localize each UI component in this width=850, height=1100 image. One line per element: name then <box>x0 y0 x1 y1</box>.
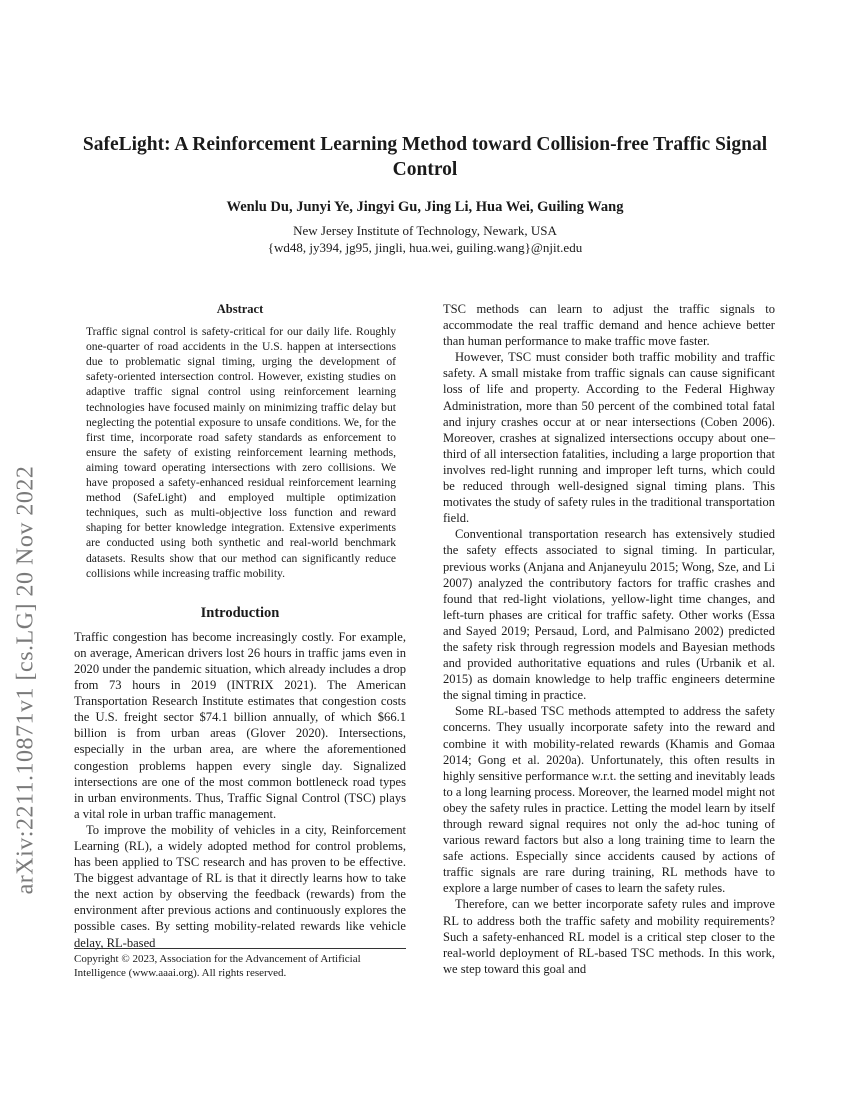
intro-paragraph: Traffic congestion has become increasingly costly. For example, on average, American drivers lost 26 hours in traffic jams even in 2020 under the pandemic situation, which already includes a drop from 73 hours in 2019 (INTRIX 2021). The American Transportation Research Institute estimates that congestion costs the U.S. freight sector $74.1 billion annually, of which $66.1 billion is from urban areas (Glover 2020). Intersections, especially in the urban area, are where the aforementioned congestion problems happen every single day. Signalized intersections are one of the most common bottleneck road types in urban environments. Thus, Traffic Signal Control (TSC) plays a vital role in urban traffic management. <box>74 629 406 821</box>
author-list: Wenlu Du, Junyi Ye, Jingyi Gu, Jing Li, Hua Wei, Guiling Wang <box>226 199 624 215</box>
paper-title: SafeLight: A Reinforcement Learning Method toward Collision-free Traffic Signal Control <box>82 134 768 180</box>
body-paragraph: However, TSC must consider both traffic mobility and traffic safety. A small mistake from traffic signals can cause significant loss of life and property. According to the Federal Highway Administration, more than 50 percent of the combined total fatal and injury crashes occur at or near intersections (Coben 2006). Moreover, crashes at signalized intersections occupy about one–third of all intersection fatalities, including a large proportion that involves red-light running and improper left turns, which could be reduced through well-designed signal timing plans. This motivates the study of safety rules in the traditional transportation field. <box>443 350 775 526</box>
affiliation: New Jersey Institute of Technology, Newark, USA <box>293 223 557 238</box>
introduction-heading: Introduction <box>200 604 280 621</box>
affiliation-block <box>60 222 790 256</box>
copyright-footnote: Copyright © 2023, Association for the Advancement of Artificial Intelligence (www.aaai.org). All rights reserved. <box>74 948 406 980</box>
body-paragraph: Therefore, can we better incorporate safety rules and improve RL to address both the traffic safety and mobility requirements? Such a safety-enhanced RL model is a critical step closer to the real-world deployment of RL-based TSC methods. In this work, we step toward this goal and <box>443 897 775 976</box>
author-emails: {wd48, jy394, jg95, jingli, hua.wei, guiling.wang}@njit.edu <box>267 240 583 255</box>
abstract-heading: Abstract <box>216 302 264 316</box>
abstract-text: Traffic signal control is safety-critical for our daily life. Roughly one-quarter of road accidents in the U.S. happen at intersections due to problematic signal timing, urging the development of safety-oriented intersection control. However, existing studies on adaptive traffic signal control using reinforcement learning technologies have focused mainly on minimizing traffic delay but neglecting the potential exposure to unsafe conditions. We, for the first time, incorporate road safety standards as enforcement to ensure the safety of existing reinforcement learning methods, aiming toward operating intersections with zero collisions. We have proposed a safety-enhanced residual reinforcement learning method (SafeLight) and employed multiple optimization techniques, such as multi-objective loss function and reward shaping for better knowledge integration. Extensive experiments are conducted using both synthetic and real-world benchmark datasets. Results show that our method can significantly reduce collisions while increasing traffic mobility. <box>86 325 396 580</box>
left-column <box>74 301 406 951</box>
body-paragraph: TSC methods can learn to adjust the traffic signals to accommodate the real traffic demand and hence achieve better than human performance to make traffic move faster. <box>443 302 775 349</box>
right-column <box>443 301 775 977</box>
intro-paragraph: To improve the mobility of vehicles in a city, Reinforcement Learning (RL), a widely adopted method for control problems, has been applied to TSC research and has proven to be effective. The biggest advantage of RL is that it directly learns how to take the next action by observing the feedback (rewards) from the environment after previous actions and continuously explores the possible cases. By setting mobility-related rewards like vehicle delay, RL-based <box>74 822 406 950</box>
body-paragraph: Some RL-based TSC methods attempted to address the safety concerns. They usually incorporate safety into the reward and combine it with mobility-related rewards (Khamis and Gomaa 2014; Gong et al. 2020a). Unfortunately, this often results in highly sensitive performance w.r.t. the setting and inevitably leads to a long learning process. Moreover, the learned model might not obey the safety rules in practice. Letting the model learn by itself through reward signal requires not only the ad-hoc tuning of various reward factors but also a long training time to learn the safe actions. Especially since accidents caused by actions of traffic signals are rare during training, RL methods have to explore a large number of cases to learn the safety rules. <box>443 704 775 896</box>
body-paragraph: Conventional transportation research has extensively studied the safety effects associated to signal timing. In particular, previous works (Anjana and Anjaneyulu 2015; Wong, Sze, and Li 2007) analyzed the contributory factors for traffic crashes and found that red-light violations, yellow-light time changes, and left-turn phases are critical for traffic safety. Other works (Essa and Sayed 2019; Persaud, Lord, and Palmisano 2002) predicted the safety risk through regression models and Bayesian methods and provided authoritative equations and rules (Urbanik et al. 2015) as domain knowledge to help traffic engineers determine the signal timing in practice. <box>443 527 775 703</box>
arxiv-identifier: arXiv:2211.10871v1 [cs.LG] 20 Nov 2022 <box>12 465 39 895</box>
